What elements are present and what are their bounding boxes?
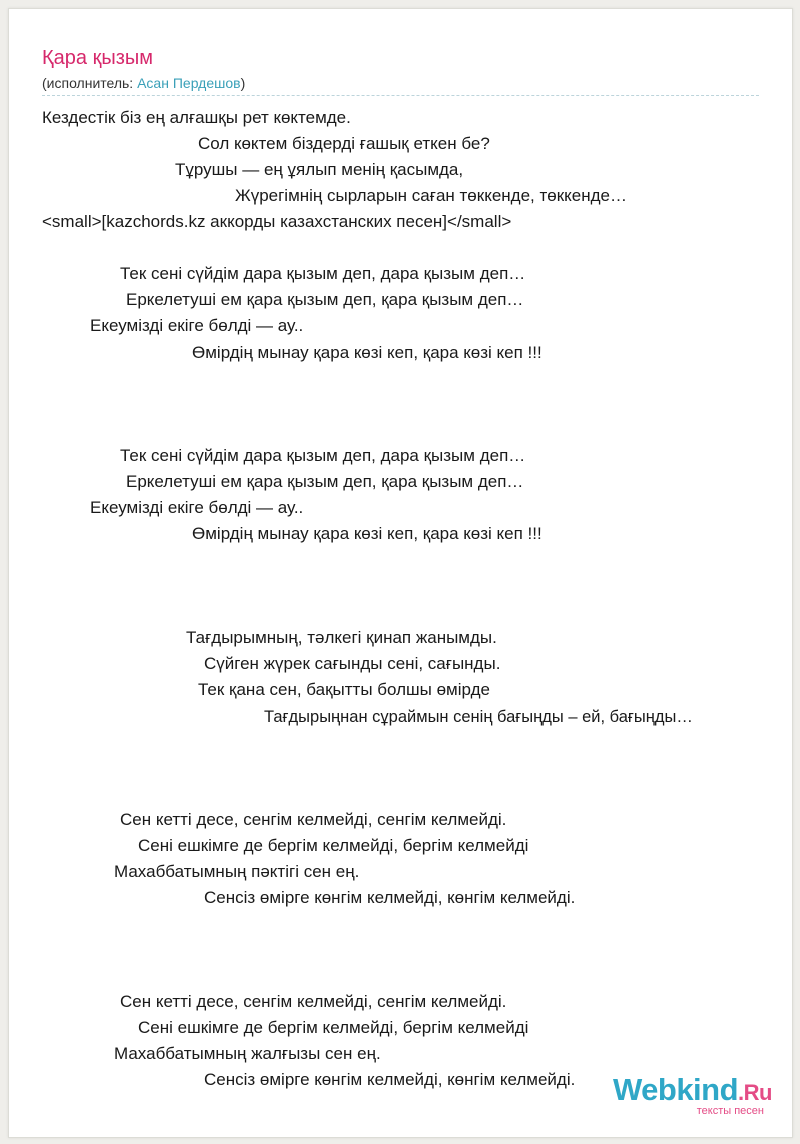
lyric-line: Сенсіз өмірге көнгім келмейді, көнгім келмейді.	[204, 1070, 576, 1089]
lyric-line: Сенсіз өмірге көнгім келмейді, көнгім келмейді.	[204, 888, 576, 907]
performer-label: (исполнитель:	[42, 75, 138, 91]
lyric-line: Еркелетуші ем қара қызым деп, қара қызым деп…	[126, 290, 524, 309]
lyric-line: Еркелетуші ем қара қызым деп, қара қызым деп…	[126, 472, 524, 491]
lyric-line: Тек қана сен, бақытты болшы өмірде	[198, 680, 490, 699]
lyric-line: Екеумізді екіге бөлді — ау..	[90, 316, 304, 335]
lyric-line: Өмірдің мынау қара көзі кеп, қара көзі кеп !!!	[192, 524, 542, 543]
lyric-line: Сен кетті десе, сенгім келмейді, сенгім келмейді.	[120, 992, 507, 1011]
lyric-line: Тек сені сүйдім дара қызым деп, дара қызым деп…	[120, 264, 526, 283]
lyric-line: Кездестік біз ең алғашқы рет көктемде.	[42, 108, 351, 127]
lyric-line: Махаббатымның пәктігі сен ең.	[114, 862, 360, 881]
lyric-line: Екеумізді екіге бөлді — ау..	[90, 498, 304, 517]
lyric-line: Сен кетті десе, сенгім келмейді, сенгім келмейді.	[120, 810, 507, 829]
lyric-line: Өмірдің мынау қара көзі кеп, қара көзі кеп !!!	[192, 343, 542, 362]
title-divider	[42, 95, 759, 96]
lyric-line: Тағдырыңнан сұраймын сенің бағыңды – ей, бағыңды…	[264, 708, 693, 726]
performer-label-close: )	[240, 75, 246, 91]
performer-line	[42, 75, 245, 91]
performer-link[interactable]: Асан Пердешов	[137, 75, 241, 91]
watermark-tld: .Ru	[738, 1080, 772, 1105]
song-title: Қара қызым	[42, 47, 153, 69]
lyric-line: Махаббатымның жалғызы сен ең.	[114, 1044, 381, 1063]
watermark-tagline: тексты песен	[696, 1105, 764, 1117]
lyric-line: Сені ешкімге де бергім келмейді, бергім келмейді	[138, 1018, 529, 1037]
lyric-line: Тек сені сүйдім дара қызым деп, дара қызым деп…	[120, 446, 526, 465]
lyric-line: Сені ешкімге де бергім келмейді, бергім келмейді	[138, 836, 529, 855]
watermark-brand: Webkind	[612, 1072, 739, 1107]
lyric-line: Тағдырымның, тәлкегі қинап жанымды.	[186, 628, 497, 647]
lyric-line: Сүйген жүрек сағынды сені, сағынды.	[204, 654, 501, 673]
watermark-logo	[613, 1074, 772, 1109]
lyric-line: Сол көктем біздерді ғашық еткен бе?	[198, 134, 490, 153]
site-watermark	[613, 1074, 772, 1117]
lyric-line: Тұрушы — ең ұялып менің қасымда,	[175, 160, 464, 179]
lyric-line: Жүрегімнің сырларын саған төккенде, төккенде…	[235, 186, 628, 205]
lyrics-page	[8, 8, 793, 1138]
lyric-line: <small>[kazchords.kz аккорды казахстанских песен]</small>	[42, 212, 512, 231]
